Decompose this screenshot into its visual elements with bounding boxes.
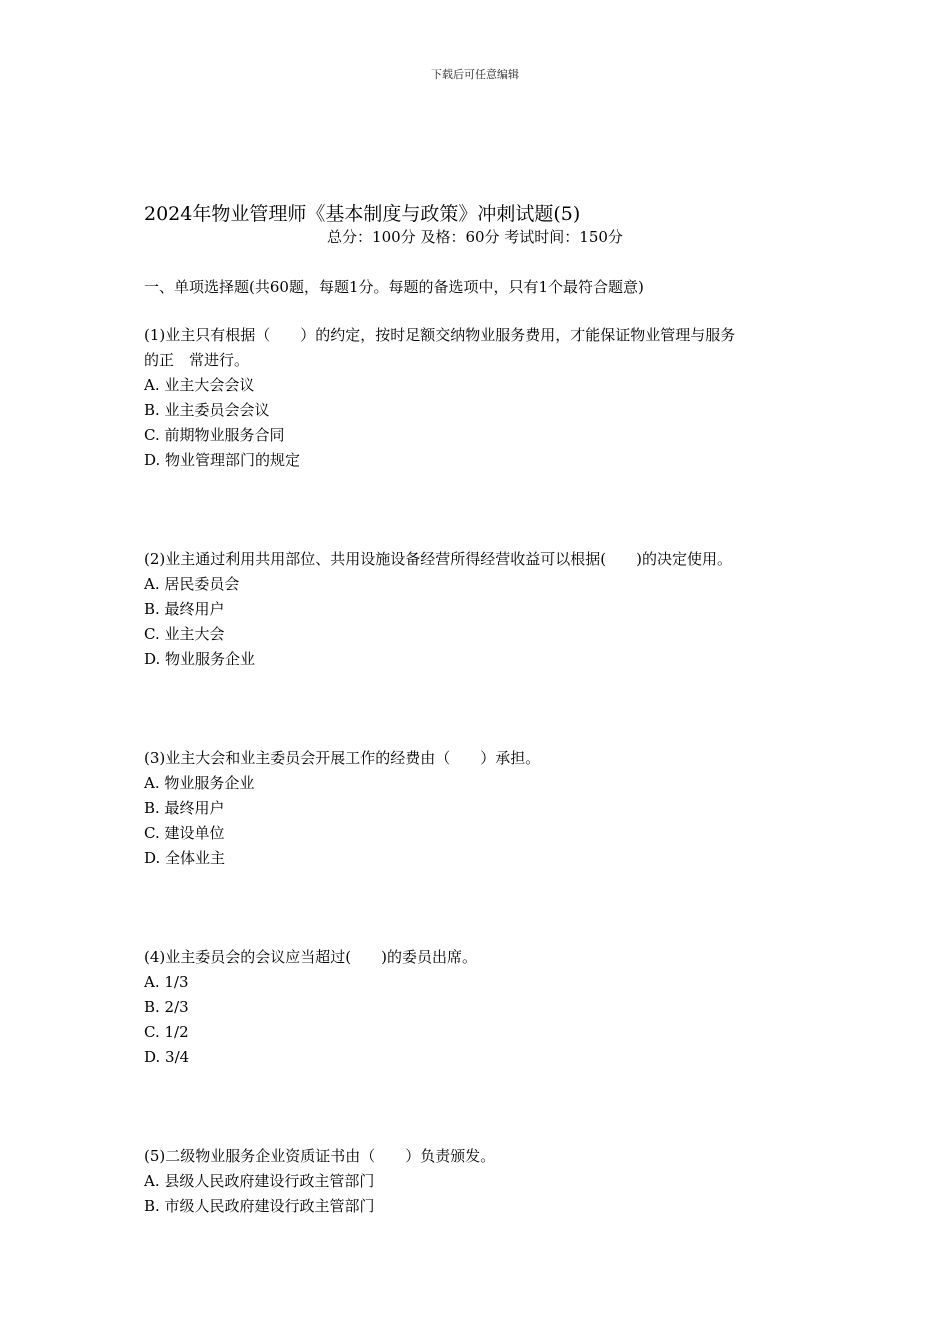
option-b: B. 最终用户: [144, 799, 225, 817]
question-text: (3)业主大会和业主委员会开展工作的经费由（ ）承担。: [144, 749, 541, 767]
option-d: D. 全体业主: [144, 849, 226, 867]
option-a: A. 县级人民政府建设行政主管部门: [144, 1172, 375, 1190]
option-c: C. 前期物业服务合同: [144, 426, 285, 444]
question-5: [144, 1144, 814, 1219]
option-c: C. 业主大会: [144, 625, 225, 643]
question-text: (2)业主通过利用共用部位、共用设施设备经营所得经营收益可以根据( )的决定使用。: [144, 550, 732, 568]
option-c: C. 1/2: [144, 1023, 189, 1041]
question-text-continued: 的正 常进行。: [144, 351, 250, 369]
question-2: [144, 547, 814, 672]
option-d: D. 物业管理部门的规定: [144, 451, 301, 469]
question-text: (5)二级物业服务企业资质证书由（ ）负责颁发。: [144, 1147, 496, 1165]
option-d: D. 3/4: [144, 1048, 190, 1066]
question-3: [144, 746, 814, 871]
option-a: A. 居民委员会: [144, 575, 240, 593]
question-text: (4)业主委员会的会议应当超过( )的委员出席。: [144, 948, 477, 966]
question-text: (1)业主只有根据（ ）的约定，按时足额交纳物业服务费用，才能保证物业管理与服务: [144, 326, 736, 344]
exam-info: 总分：100分 及格：60分 考试时间：150分: [327, 228, 623, 246]
option-b: B. 2/3: [144, 998, 189, 1016]
option-a: A. 物业服务企业: [144, 774, 255, 792]
page-header-note: 下载后可任意编辑: [431, 68, 519, 81]
question-4: [144, 945, 814, 1070]
option-b: B. 业主委员会会议: [144, 401, 270, 419]
question-1: [144, 323, 814, 473]
option-a: A. 1/3: [144, 973, 189, 991]
option-d: D. 物业服务企业: [144, 650, 256, 668]
option-c: C. 建设单位: [144, 824, 225, 842]
option-b: B. 市级人民政府建设行政主管部门: [144, 1197, 375, 1215]
option-b: B. 最终用户: [144, 600, 225, 618]
section-heading: 一、单项选择题(共60题，每题1分。每题的备选项中，只有1个最符合题意): [144, 278, 644, 296]
option-a: A. 业主大会会议: [144, 376, 255, 394]
document-title: 2024年物业管理师《基本制度与政策》冲刺试题(5): [144, 203, 581, 225]
